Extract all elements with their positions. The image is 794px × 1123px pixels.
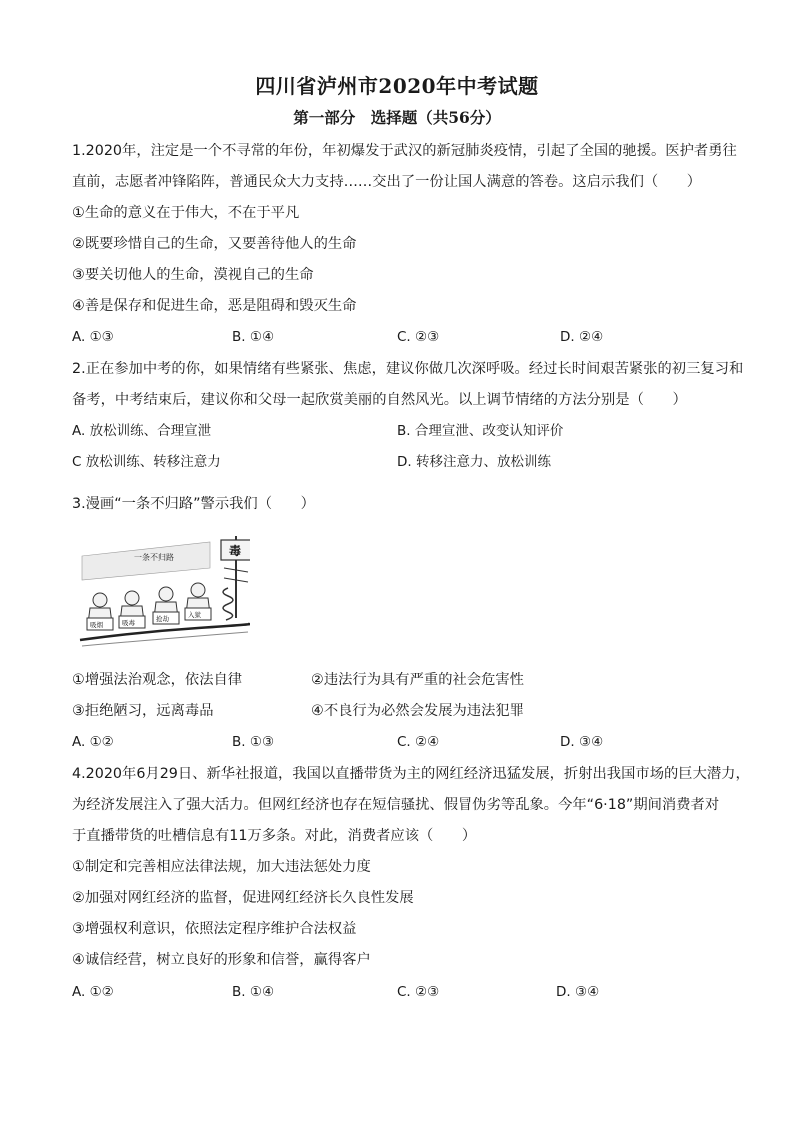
q1-statement-4: ④善是保存和促进生命，恶是阻碍和毁灭生命 bbox=[72, 298, 357, 314]
q4-stem-line-1: 4.2020年6月29日、新华社报道，我国以直播带货为主的网红经济迅猛发展，折射出我国市场的巨大潜力， bbox=[72, 766, 750, 782]
page-title: 四川省泸州市2020年中考试题 bbox=[255, 74, 539, 98]
cartoon-sign-1: 吸烟 bbox=[90, 621, 103, 629]
q3-option-a[interactable]: A. ①② bbox=[72, 734, 114, 750]
q4-statement-2: ②加强对网红经济的监督，促进网红经济长久良性发展 bbox=[72, 890, 414, 906]
q1-statement-2: ②既要珍惜自己的生命，又要善待他人的生命 bbox=[72, 236, 357, 252]
q4-option-c[interactable]: C. ②③ bbox=[397, 984, 440, 1000]
cartoon-sign-4: 入狱 bbox=[188, 611, 201, 619]
q2-option-d[interactable]: D. 转移注意力、放松训练 bbox=[397, 454, 551, 470]
cartoon-pole-sign: 毒 bbox=[229, 544, 242, 558]
q3-statement-3: ③拒绝陋习，远离毒品 bbox=[72, 703, 214, 719]
q2-stem-line-1: 2.正在参加中考的你，如果情绪有些紧张、焦虑，建议你做几次深呼吸。经过长时间艰苦紧张的初三复习和 bbox=[72, 361, 744, 377]
q2-option-a[interactable]: A. 放松训练、合理宣泄 bbox=[72, 423, 212, 439]
q1-statement-3: ③要关切他人的生命，漠视自己的生命 bbox=[72, 267, 314, 283]
q1-statement-1: ①生命的意义在于伟大，不在于平凡 bbox=[72, 205, 300, 221]
cartoon-sign-3: 抢劫 bbox=[156, 615, 169, 623]
q4-option-d[interactable]: D. ③④ bbox=[556, 984, 600, 1000]
q3-option-c[interactable]: C. ②④ bbox=[397, 734, 440, 750]
q4-statement-1: ①制定和完善相应法律法规，加大违法惩处力度 bbox=[72, 859, 371, 875]
q3-stem-line-1: 3.漫画“一条不归路”警示我们（ ） bbox=[72, 496, 315, 512]
q2-option-c[interactable]: C 放松训练、转移注意力 bbox=[72, 454, 221, 470]
q1-option-a[interactable]: A. ①③ bbox=[72, 329, 114, 345]
q3-statement-4: ④不良行为必然会发展为违法犯罪 bbox=[311, 703, 524, 719]
section-subtitle: 第一部分 选择题（共56分） bbox=[293, 108, 501, 127]
cartoon-no-return-road bbox=[78, 528, 250, 652]
q4-option-b[interactable]: B. ①④ bbox=[232, 984, 275, 1000]
cartoon-sign-2: 吸毒 bbox=[122, 619, 135, 627]
q2-option-b[interactable]: B. 合理宣泄、改变认知评价 bbox=[397, 423, 564, 439]
q3-statement-2: ②违法行为具有严重的社会危害性 bbox=[311, 672, 524, 688]
q1-option-d[interactable]: D. ②④ bbox=[560, 329, 604, 345]
q3-option-d[interactable]: D. ③④ bbox=[560, 734, 604, 750]
q4-statement-3: ③增强权利意识，依照法定程序维护合法权益 bbox=[72, 921, 357, 937]
q4-statement-4: ④诚信经营，树立良好的形象和信誉，赢得客户 bbox=[72, 952, 371, 968]
q3-statement-1: ①增强法治观念，依法自律 bbox=[72, 672, 243, 688]
q1-option-b[interactable]: B. ①④ bbox=[232, 329, 275, 345]
q1-option-c[interactable]: C. ②③ bbox=[397, 329, 440, 345]
cartoon-caption: 一条不归路 bbox=[134, 553, 174, 562]
q1-stem-line-2: 直前，志愿者冲锋陷阵，普通民众大力支持……交出了一份让国人满意的答卷。这启示我们（ ） bbox=[72, 174, 702, 190]
q3-option-b[interactable]: B. ①③ bbox=[232, 734, 275, 750]
q4-stem-line-3: 于直播带货的吐槽信息有11万多条。对此，消费者应该（ ） bbox=[72, 828, 477, 844]
q2-stem-line-2: 备考，中考结束后，建议你和父母一起欣赏美丽的自然风光。以上调节情绪的方法分别是（ ） bbox=[72, 392, 687, 408]
q1-stem-line-1: 1.2020年，注定是一个不寻常的年份，年初爆发于武汉的新冠肺炎疫情，引起了全国的驰援。医护者勇往 bbox=[72, 143, 737, 159]
q4-stem-line-2: 为经济发展注入了强大活力。但网红经济也存在短信骚扰、假冒伪劣等乱象。今年“6·18”期间消费者对 bbox=[72, 797, 720, 813]
q4-option-a[interactable]: A. ①② bbox=[72, 984, 114, 1000]
